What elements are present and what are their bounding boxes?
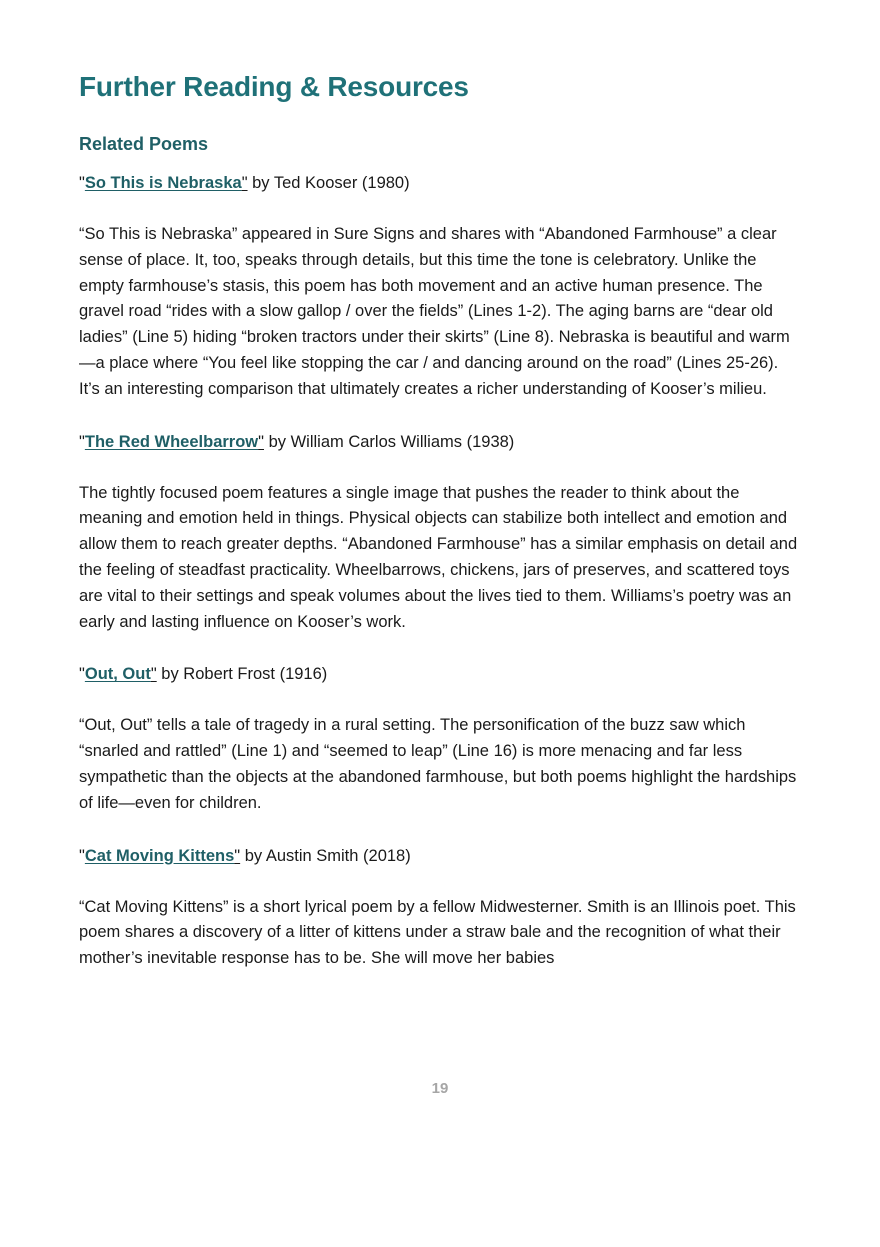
open-quote: " [79,174,85,192]
poem-link-the-red-wheelbarrow[interactable]: The Red Wheelbarrow [84,432,259,451]
poem-byline: by Robert Frost (1916) [156,665,328,684]
open-quote: " [79,665,85,684]
poem-link-so-this-is-nebraska[interactable]: So This is Nebraska [84,174,242,192]
poem-title-line [79,661,801,687]
poem-entry-2 [79,429,801,636]
open-quote: " [79,432,85,451]
poem-title-line [79,429,801,455]
close-quote: " [150,665,157,684]
poem-title-line [79,843,801,869]
poem-byline: by William Carlos Williams (1938) [264,432,515,451]
poem-byline: by Ted Kooser (1980) [247,174,410,192]
section-heading: Related Poems [79,134,209,154]
poem-entry-1 [79,170,801,403]
poem-description: “So This is Nebraska” appeared in Sure Signs and shares with “Abandoned Farmhouse” a clear sense of place. It, too, speaks through details, but this time the tone is celebratory. Unlike the empty farmhouse’s stasis, this poem has both movement and an active human presence. The gravel road “rides with a slow gallop / over the fields” (Lines 1-2). The aging barns are “dear old ladies” (Line 5) hiding “broken tractors under their skirts” (Line 8). Nebraska is beautiful and warm—a place where “You feel like stopping the car / and dancing around on the road” (Lines 25-26). It’s an interesting comparison that ultimately creates a richer understanding of Kooser’s milieu. [79,225,790,398]
page-content [79,68,801,972]
page-title: Further Reading & Resources [79,71,469,102]
poem-description: The tightly focused poem features a single image that pushes the reader to think about the meaning and emotion held in things. Physical objects can stabilize both intellect and emotion and allow them to reach greater depths. “Abandoned Farmhouse” has a similar emphasis on detail and the feeling of steadfast practicality. Wheelbarrows, chickens, jars of preserves, and scattered toys are vital to their settings and speak volumes about the lives tied to them. Williams’s poetry was an early and lasting influence on Kooser’s work. [79,483,798,631]
poem-byline: by Austin Smith (2018) [240,846,411,865]
close-quote: " [258,432,264,451]
poem-title-line [79,170,801,196]
page-number: 19 [431,1080,449,1097]
close-quote: " [234,846,241,865]
close-quote: " [241,174,248,192]
poem-entry-4 [79,843,801,972]
poem-link-cat-moving-kittens[interactable]: Cat Moving Kittens [84,846,235,865]
poem-description: “Out, Out” tells a tale of tragedy in a rural setting. The personification of the buzz saw which “snarled and rattled” (Line 1) and “seemed to leap” (Line 16) is more menacing and far less sympathetic than the objects at the abandoned farmhouse, but both poems highlight the hardships of life—even for children. [79,716,797,812]
poem-description: “Cat Moving Kittens” is a short lyrical poem by a fellow Midwesterner. Smith is an Illinois poet. This poem shares a discovery of a litter of kittens under a straw bale and the recognition of what their mother’s inevitable response has to be. She will move her babies [79,897,796,968]
open-quote: " [79,846,85,865]
poem-entry-3 [79,661,801,816]
poem-link-out-out[interactable]: Out, Out [84,665,151,684]
